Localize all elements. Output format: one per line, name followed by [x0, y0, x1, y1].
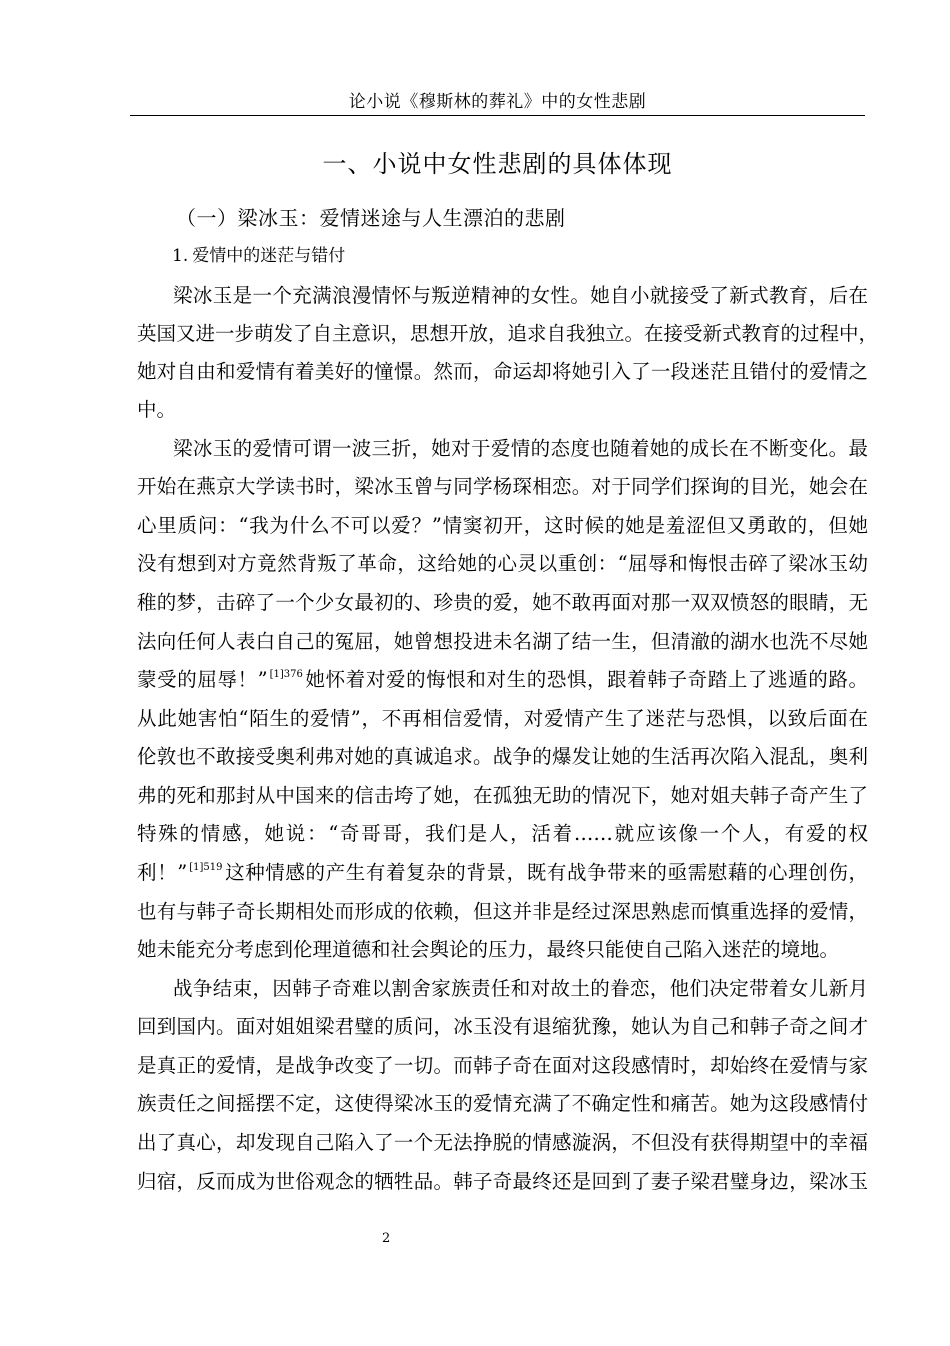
subsection-number: 1. [172, 246, 189, 266]
running-header: 论小说《穆斯林的葬礼》中的女性悲剧 [348, 92, 647, 112]
line-text: 她怀着对爱的悔恨和对生的恐惧，跟着韩子奇踏上了逃遁的路。 [304, 668, 868, 691]
body-line: 英国又进一步萌发了自主意识，思想开放，追求自我独立。在接受新式教育的过程中， [137, 322, 879, 345]
line-text: 蒙受的屈辱！” [137, 668, 268, 691]
body-line: 也有与韩子奇长期相处而形成的依赖，但这并非是经过深思熟虑而慎重选择的爱情， [137, 900, 868, 923]
subsection-title [172, 245, 345, 267]
body-line-with-citation [137, 668, 868, 692]
body-line: 族责任之间摇摆不定，这使得梁冰玉的爱情充满了不确定性和痛苦。她为这段感情付 [137, 1092, 868, 1115]
body-line: 回到国内。面对姐姐梁君璧的质问，冰玉没有退缩犹豫，她认为自己和韩子奇之间才 [137, 1015, 868, 1038]
body-line: 心里质问：“我为什么不可以爱？”情窦初开，这时候的她是羞涩但又勇敢的，但她 [137, 514, 868, 537]
body-line: 她对自由和爱情有着美好的憧憬。然而，命运却将她引入了一段迷茫且错付的爱情之 [137, 360, 868, 383]
body-line: 稚的梦，击碎了一个少女最初的、珍贵的爱，她不敢再面对那一双双愤怒的眼睛，无 [137, 591, 868, 614]
body-line: 战争结束，因韩子奇难以割舍家族责任和对故土的眷恋，他们决定带着女儿新月 [173, 977, 868, 1000]
body-line: 是真正的爱情，是战争改变了一切。而韩子奇在面对这段感情时，却始终在爱情与家 [137, 1054, 868, 1077]
chapter-title: 一、小说中女性悲剧的具体体现 [322, 150, 673, 178]
body-line: 梁冰玉是一个充满浪漫情怀与叛逆精神的女性。她自小就接受了新式教育，后在 [173, 284, 868, 307]
body-line: 梁冰玉的爱情可谓一波三折，她对于爱情的态度也随着她的成长在不断变化。最 [173, 437, 868, 460]
line-text: 利！” [137, 861, 188, 884]
body-line: 没有想到对方竟然背叛了革命，这给她的心灵以重创：“屈辱和悔恨击碎了梁冰玉幼 [137, 552, 868, 575]
citation: [1]519 [189, 862, 223, 873]
page-number: 2 [382, 1231, 391, 1246]
citation: [1]376 [269, 669, 303, 680]
body-line: 出了真心，却发现自己陷入了一个无法挣脱的情感漩涡，不但没有获得期望中的幸福 [137, 1131, 868, 1154]
section-title: （一）梁冰玉：爱情迷途与人生漂泊的悲剧 [176, 206, 566, 230]
body-line: 归宿，反而成为世俗观念的牺牲品。韩子奇最终还是回到了妻子梁君璧身边，梁冰玉 [137, 1170, 868, 1193]
body-line: 伦敦也不敢接受奥利弗对她的真诚追求。战争的爆发让她的生活再次陷入混乱，奥利 [137, 745, 868, 768]
header-rule [130, 115, 865, 116]
body-line: 她未能充分考虑到伦理道德和社会舆论的压力，最终只能使自己陷入迷茫的境地。 [137, 938, 840, 961]
body-line-with-citation [137, 861, 868, 885]
body-line: 中。 [137, 398, 177, 421]
subsection-label: 爱情中的迷茫与错付 [192, 246, 346, 266]
body-line: 法向任何人表白自己的冤屈，她曾想投进未名湖了结一生，但清澈的湖水也洗不尽她 [137, 630, 868, 653]
body-line: 弗的死和那封从中国来的信击垮了她，在孤独无助的情况下，她对姐夫韩子奇产生了 [137, 784, 868, 807]
body-line: 从此她害怕“陌生的爱情”，不再相信爱情，对爱情产生了迷茫与恐惧，以致后面在 [137, 707, 868, 730]
body-line: 特殊的情感，她说：“奇哥哥，我们是人，活着……就应该像一个人，有爱的权 [137, 822, 868, 845]
body-line: 开始在燕京大学读书时，梁冰玉曾与同学杨琛相恋。对于同学们探询的目光，她会在 [137, 475, 868, 498]
line-text: 这种情感的产生有着复杂的背景，既有战争带来的亟需慰藉的心理创伤， [224, 861, 868, 884]
